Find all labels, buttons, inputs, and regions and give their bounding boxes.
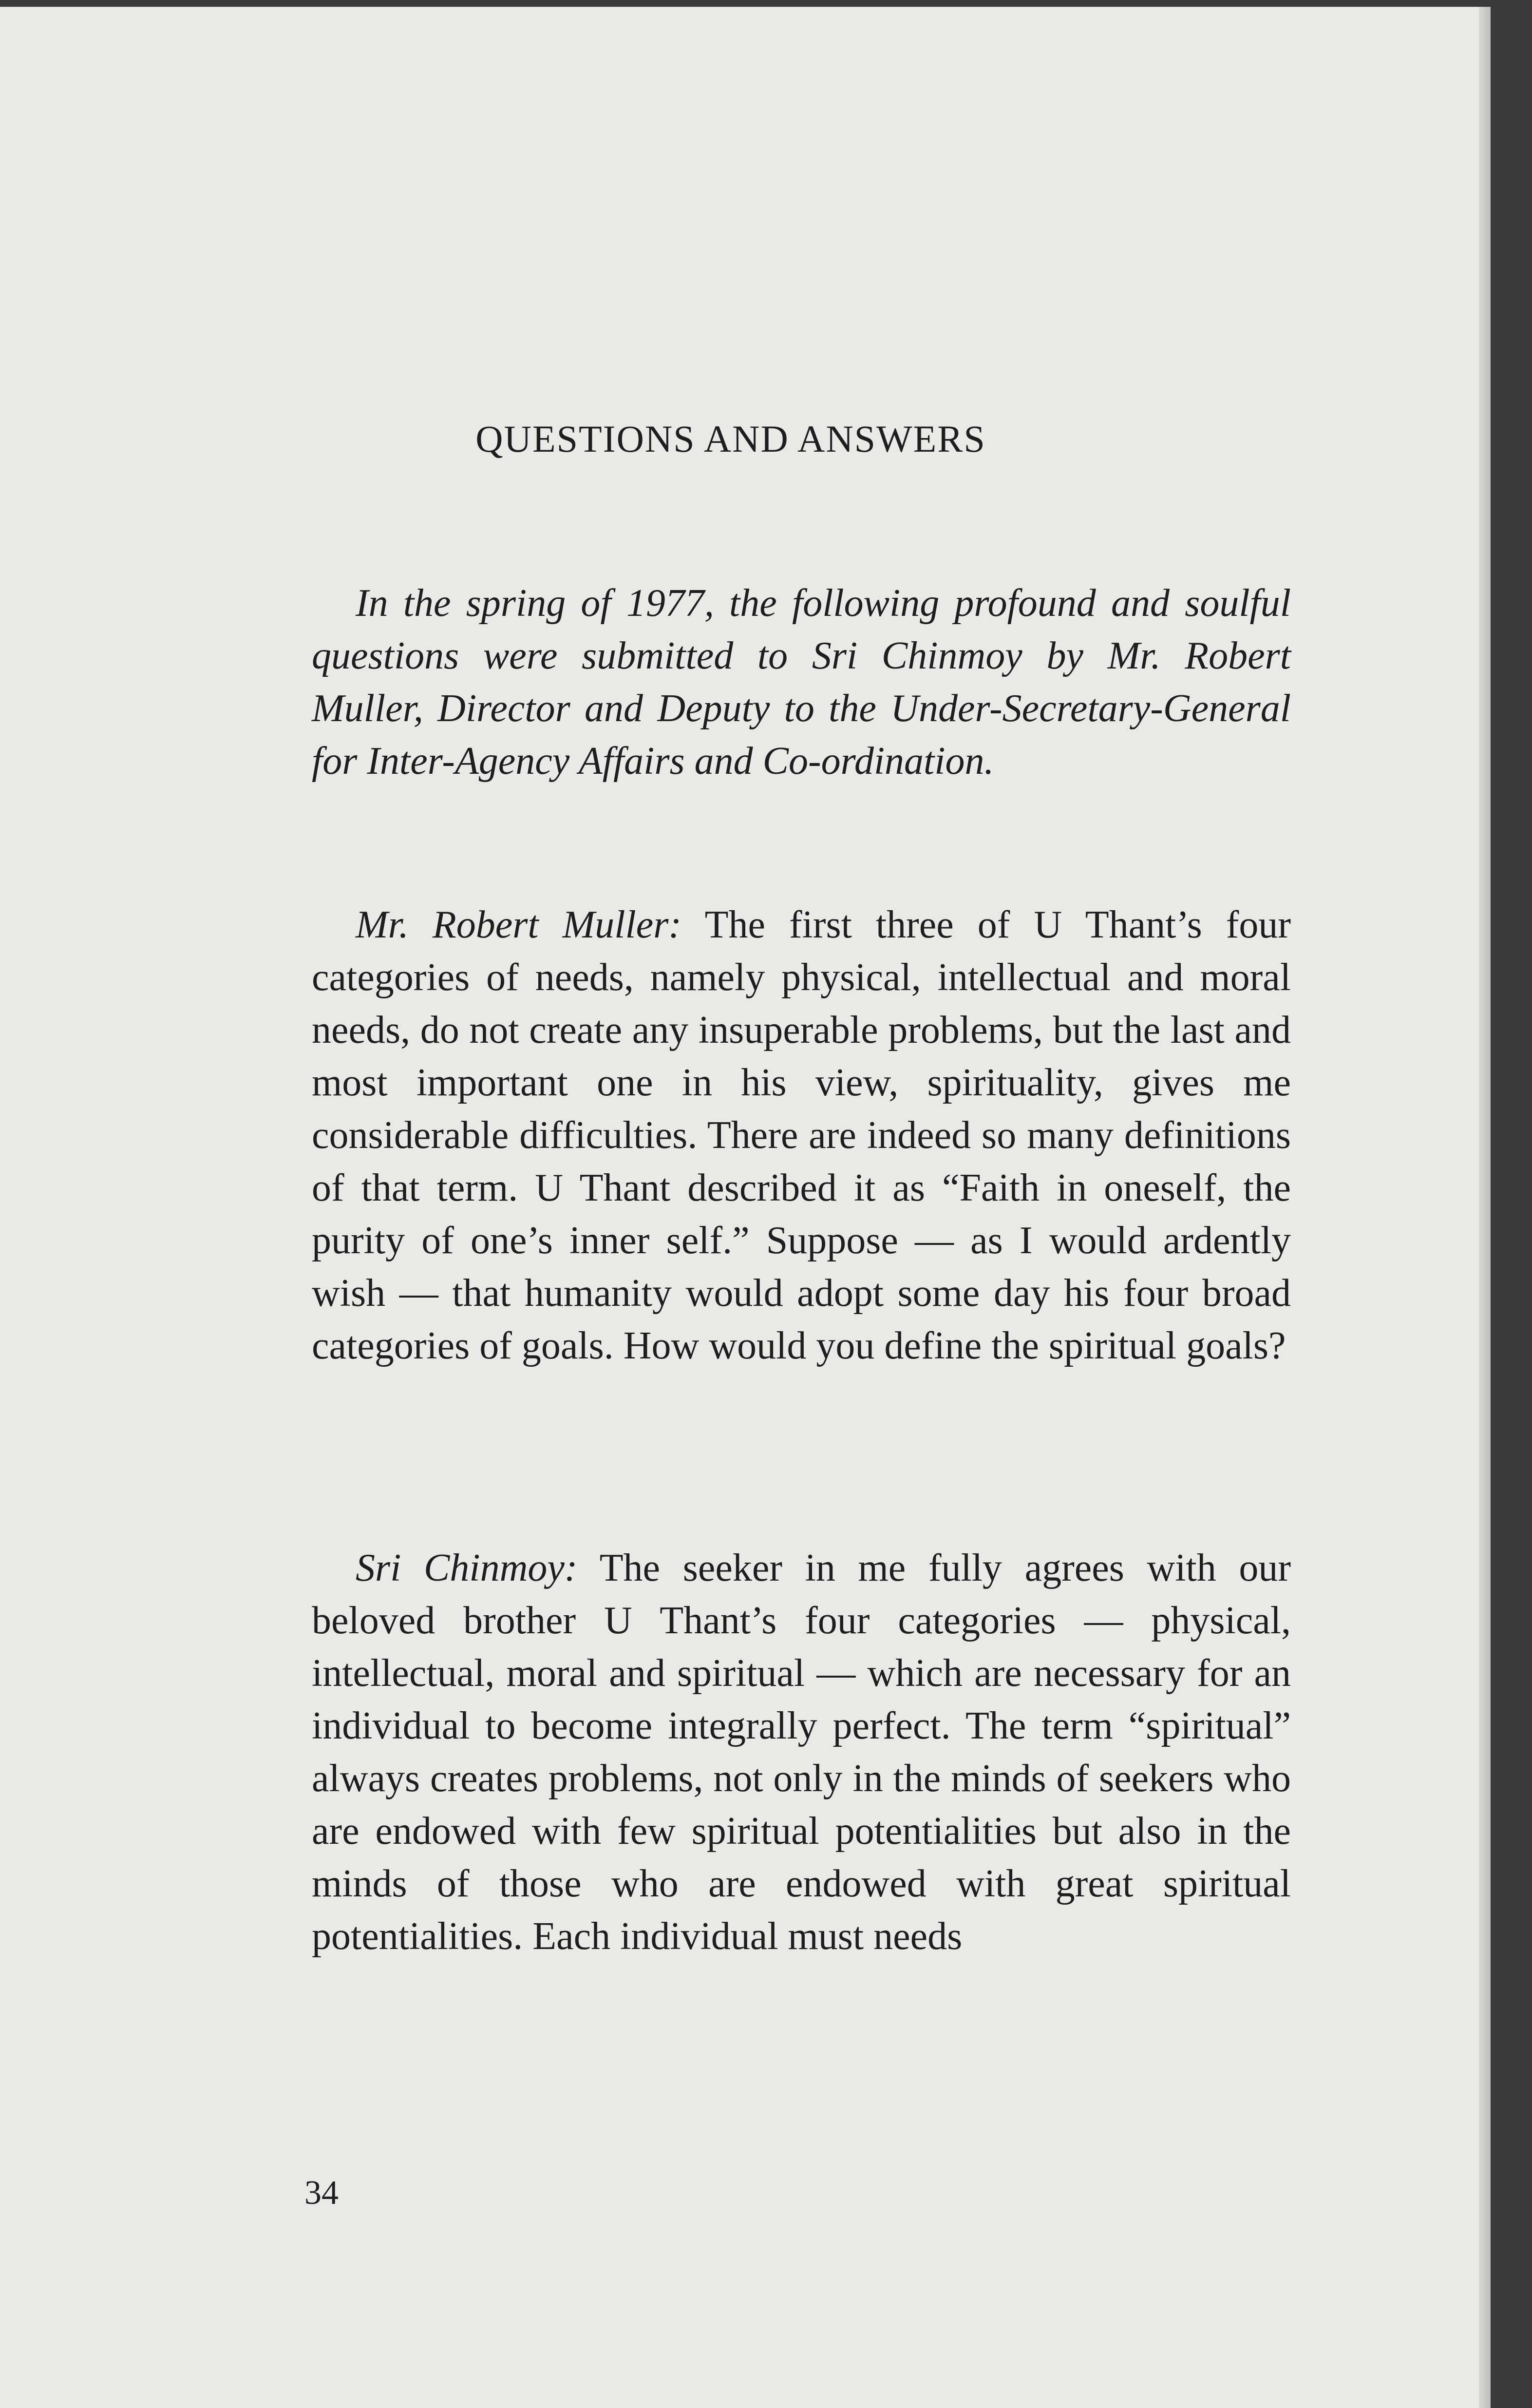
intro-paragraph — [312, 577, 1291, 787]
question-paragraph — [312, 898, 1291, 1372]
page-edge-shadow — [1479, 7, 1491, 2408]
answer-body — [312, 1542, 1291, 1963]
question-body — [312, 898, 1291, 1372]
page-number: 34 — [304, 2174, 339, 2212]
question-text: The first three of U Thant’s four categories of needs, namely physical, intellectual and moral needs, do not create any insuperable problems, but the last and most important one in his view, spirituality, gives me considerable difficulties. There are indeed so many definitions of that term. U Thant described it as “Faith in oneself, the purity of one’s inner self.” Suppose — as I would ardently wish — that humanity would adopt some day his four broad categories of goals. How would you define the spiritual goals? — [312, 903, 1291, 1367]
intro-text: In the spring of 1977, the following profound and soulful questions were submitted to Sri Chinmoy by Mr. Robert Muller, Director and Deputy to the Under-Secretary-General for Inter-Agency Affairs and Co-ordination. — [312, 582, 1291, 783]
question-speaker: Mr. Robert Muller: — [356, 903, 682, 946]
book-page — [0, 7, 1491, 2408]
heading-text: QUESTIONS AND ANSWERS — [475, 418, 986, 460]
page-heading — [0, 420, 1491, 458]
answer-text: The seeker in me fully agrees with our beloved brother U Thant’s four categories — physical, intellectual, moral and spiritual — which are necessary for an individual to become integrally perfect. The term “spiritual” always creates problems, not only in the minds of seekers who are endowed with few spiritual potentialities but also in the minds of those who are endowed with great spiritual potentialities. Each individual must needs — [312, 1547, 1291, 1958]
answer-speaker: Sri Chinmoy: — [356, 1547, 578, 1589]
answer-paragraph — [312, 1542, 1291, 1963]
